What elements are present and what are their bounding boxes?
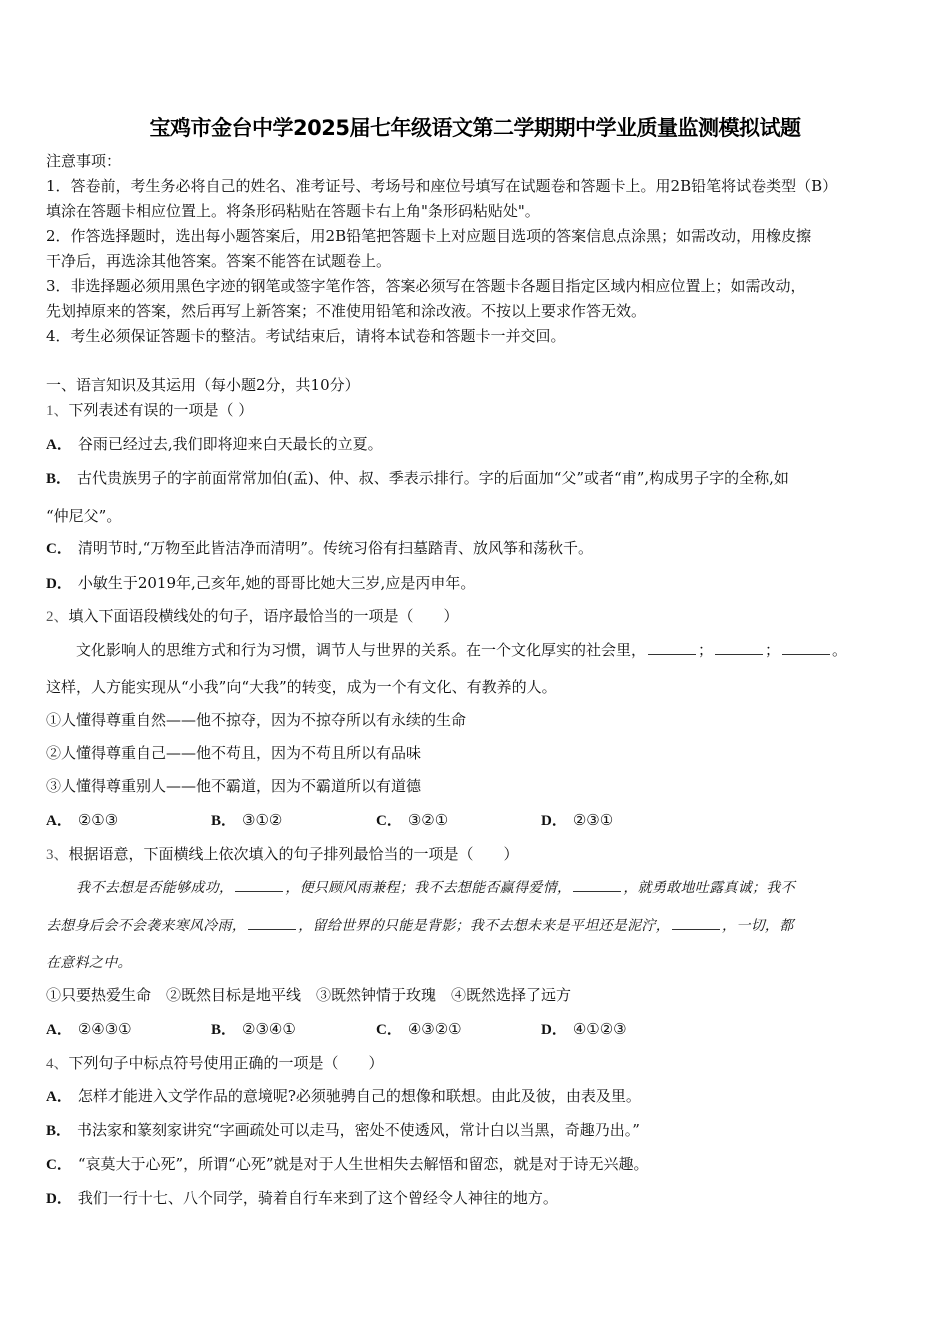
option-a [46,1019,211,1040]
question-4-option-d [46,1188,558,1209]
question-1-option-d [46,573,475,594]
question-4-stem [46,1053,384,1074]
option-text: ②①③ [77,811,119,829]
option-text: ③②① [407,811,449,829]
answer-blank [648,640,696,655]
option-label: A． [46,813,72,829]
option-text: 谷雨已经过去,我们即将迎来白天最长的立夏。 [77,435,383,453]
page-title: 宝鸡市金台中学2025届七年级语文第二学期期中学业质量监测模拟试题 [149,116,801,140]
option-label: B． [46,1123,72,1139]
question-2-passage-line2: 这样，人方能实现从“小我”向“大我”的转变，成为一个有文化、有教养的人。 [46,678,557,696]
question-4-option-a [46,1086,641,1107]
answer-blank [573,877,621,892]
option-text: ②③④① [242,1020,296,1038]
answer-blank [715,640,763,655]
passage-text: 文化影响人的思维方式和行为习惯，调节人与世界的关系。在一个文化厚实的社会里， [76,641,647,659]
option-label: D． [46,576,72,592]
option-label: A． [46,1022,72,1038]
option-c [376,1019,541,1040]
question-stem-text: 填入下面语段横线处的句子，语序最恰当的一项是（ ） [68,607,459,625]
separator: 。 [832,641,848,659]
option-label: B． [211,813,237,829]
notice-item-1-line1: 1．答卷前，考生务必将自己的姓名、准考证号、考场号和座位号填写在试题卷和答题卡上。用2B铅笔将试卷类型（B） [46,177,838,195]
notice-item-3-line2: 先划掉原来的答案，然后再写上新答案；不准使用铅笔和涂改液。不按以上要求作答无效。 [46,302,647,320]
option-label: C． [376,1022,402,1038]
option-text: 小敏生于2019年,己亥年,她的哥哥比她大三岁,应是丙申年。 [77,574,476,592]
option-b [211,810,376,831]
question-3-passage-line3: 在意料之中。 [46,955,132,971]
option-label: A． [46,1089,72,1105]
passage-text: 我不去想是否能够成功， [76,880,234,896]
option-text: ③①② [242,811,283,829]
notice-item-2-line1: 2．作答选择题时，选出每小题答案后，用2B铅笔把答题卡上对应题目选项的答案信息点涂黑；如需改动，用橡皮擦 [46,227,812,245]
option-text: 我们一行十七、八个同学，骑着自行车来到了这个曾经令人神往的地方。 [77,1189,558,1207]
option-label: C． [46,1157,72,1173]
option-label: A． [46,437,72,453]
question-1-option-a [46,434,383,455]
question-stem-text: 下列表述有误的一项是（ ） [68,401,254,419]
option-label: C． [46,541,72,557]
separator: ； [765,641,781,659]
answer-blank [235,877,283,892]
question-stem-text: 下列句子中标点符号使用正确的一项是（ ） [68,1054,384,1072]
notice-item-1-line2: 填涂在答题卡相应位置上。将条形码粘贴在答题卡右上角"条形码粘贴处"。 [46,202,540,220]
question-1-option-b-cont: “仲尼父”。 [46,507,122,525]
passage-text: ，便只顾风雨兼程；我不去想能否赢得爱情， [285,880,572,896]
option-text: 怎样才能进入文学作品的意境呢?必须驰骋自己的想像和联想。由此及彼，由表及里。 [77,1087,641,1105]
question-number: 3、 [46,847,69,863]
option-text: 古代贵族男子的字前面常常加伯(孟)、仲、叔、季表示排行。字的后面加“父”或者“甫”,构成男子字的全称,如 [77,469,789,487]
question-2-item-2: ②人懂得尊重自己——他不苟且，因为不苟且所以有品味 [46,744,422,762]
question-3-items: ①只要热爱生命 ②既然目标是地平线 ③既然钟情于玫瑰 ④既然选择了远方 [46,986,572,1004]
option-label: D． [541,1022,567,1038]
option-a [46,810,211,831]
question-2-options [46,810,706,831]
question-3-passage-line2 [46,915,794,936]
option-d [541,810,706,831]
option-label: B． [46,471,72,487]
question-3-stem [46,844,519,865]
question-2-item-1: ①人懂得尊重自然——他不掠夺，因为不掠夺所以有永续的生命 [46,711,467,729]
question-1-stem [46,400,253,421]
question-stem-text: 根据语意，下面横线上依次填入的句子排列最恰当的一项是（ ） [68,845,519,863]
notice-item-4: 4．考生必须保证答题卡的整洁。考试结束后，请将本试卷和答题卡一并交回。 [46,327,566,345]
separator: ； [698,641,714,659]
answer-blank [248,915,296,930]
option-d [541,1019,706,1040]
option-b [211,1019,376,1040]
question-2-stem [46,606,459,627]
question-number: 4、 [46,1056,69,1072]
notice-item-3-line1: 3．非选择题必须用黑色字迹的钢笔或签字笔作答，答案必须写在答题卡各题目指定区域内相应位置上；如需改动， [46,277,806,295]
passage-text: ，留给世界的只能是背影；我不去想未来是平坦还是泥泞， [298,918,671,934]
question-number: 2、 [46,609,69,625]
question-3-passage-line1 [46,877,795,898]
option-label: C． [376,813,402,829]
notice-item-2-line2: 干净后，再选涂其他答案。答案不能答在试题卷上。 [46,252,392,270]
passage-text: 去想身后会不会袭来寒风冷雨， [46,918,247,934]
question-number: 1、 [46,403,69,419]
question-3-options [46,1019,706,1040]
notice-heading: 注意事项： [46,152,122,170]
option-text: “哀莫大于心死”，所谓“心死”就是对于人生世相失去解悟和留恋，就是对于诗无兴趣。 [77,1155,649,1173]
answer-blank [782,640,830,655]
option-text: ④③②① [407,1020,462,1038]
option-text: ②④③① [77,1020,132,1038]
question-2-item-3: ③人懂得尊重别人——他不霸道，因为不霸道所以有道德 [46,777,422,795]
question-4-option-c [46,1154,649,1175]
option-c [376,810,541,831]
passage-text: ，一切，都 [722,918,794,934]
passage-text: ，就勇敢地吐露真诚；我不 [623,880,795,896]
question-4-option-b [46,1120,640,1141]
option-text: 书法家和篆刻家讲究“字画疏处可以走马，密处不使透风，常计白以当黑，奇趣乃出。” [77,1121,640,1139]
option-text: 清明节时,“万物至此皆洁净而清明”。传统习俗有扫墓踏青、放风筝和荡秋千。 [77,539,593,557]
option-label: D． [541,813,567,829]
option-text: ④①②③ [572,1020,627,1038]
option-label: D． [46,1191,72,1207]
answer-blank [672,915,720,930]
question-1-option-c [46,538,593,559]
question-2-passage-line1 [46,640,847,660]
question-1-option-b [46,468,789,489]
section-heading: 一、语言知识及其运用（每小题2分，共10分） [46,376,360,394]
option-text: ②③① [572,811,614,829]
option-label: B． [211,1022,237,1038]
